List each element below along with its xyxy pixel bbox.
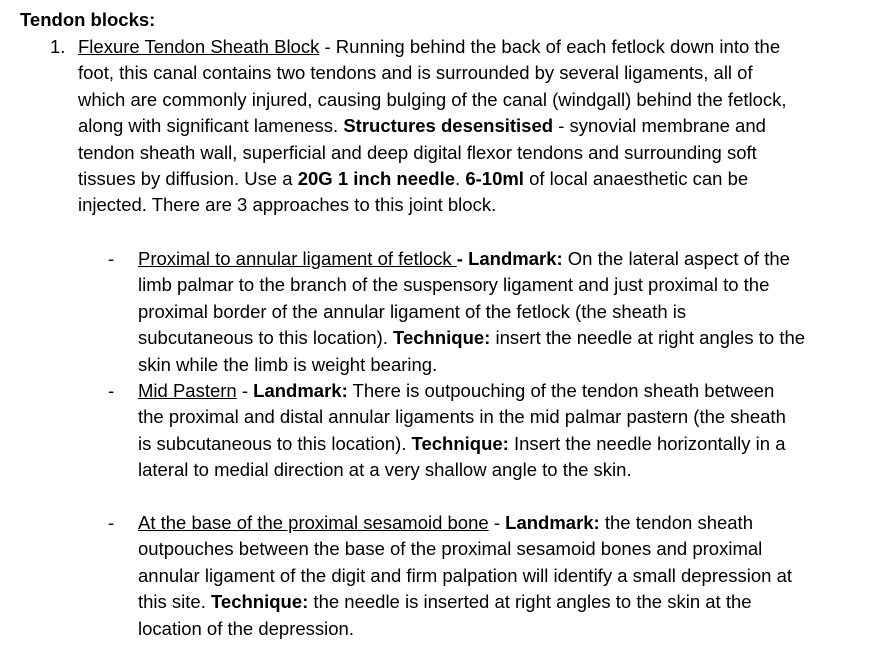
- list-dash: -: [108, 248, 115, 269]
- structures-label: Structures desensitised: [343, 115, 554, 137]
- technique-label: Technique:: [393, 327, 491, 349]
- approach-separator: -: [456, 248, 469, 269]
- list-dash: -: [108, 380, 115, 401]
- item-title: Flexure Tendon Sheath Block: [78, 36, 320, 57]
- item-text: - synovial membrane and tendon sheath wall, superficial and deep digital flexor tendons and surrounding soft tissues by diffusion. Use a: [78, 115, 766, 190]
- item-text: of local anaesthetic can be injected. There are 3 approaches to this joint block.: [78, 168, 749, 216]
- list-number: 1.: [50, 36, 66, 57]
- approach-title: At the base of the proximal sesamoid bone: [138, 512, 489, 533]
- approach-item-mid-pastern: [138, 378, 788, 484]
- landmark-label: Landmark:: [505, 512, 600, 533]
- item-text: Running behind the back of each fetlock down into the foot, this canal contains two tendons and is surrounded by several ligaments, all of which are commonly injured, causing bulging of the canal (windgall) behind the fetlock, along with significant lameness.: [78, 36, 787, 137]
- needle-spec: 20G 1 inch needle: [297, 168, 456, 190]
- landmark-text: There is outpouching of the tendon sheath between the proximal and distal annular ligaments in the mid palmar pastern (the sheath is subcutaneous to this location).: [138, 380, 786, 454]
- approach-title: Mid Pastern: [138, 380, 237, 401]
- technique-text: the needle is inserted at right angles to the skin at the location of the depression.: [138, 591, 752, 639]
- approach-separator: -: [236, 380, 254, 401]
- landmark-label: Landmark:: [253, 380, 348, 401]
- technique-text: Insert the needle horizontally in a lateral to medial direction at a very shallow angle to the skin.: [138, 432, 786, 481]
- item-text: .: [455, 168, 466, 190]
- approach-title: Proximal to annular ligament of fetlock: [138, 248, 457, 269]
- technique-text: insert the needle at right angles to the skin while the limb is weight bearing.: [138, 327, 806, 375]
- list-dash: -: [108, 512, 115, 533]
- section-heading: Tendon blocks:: [20, 9, 156, 30]
- landmark-label: Landmark:: [468, 248, 563, 269]
- technique-label: Technique:: [411, 432, 509, 454]
- approach-separator: -: [488, 512, 506, 533]
- technique-label: Technique:: [211, 591, 309, 613]
- volume-spec: 6-10ml: [465, 168, 524, 190]
- approach-item-proximal-sesamoid-base: [138, 510, 806, 642]
- approach-item-proximal-annular-ligament: [138, 246, 806, 378]
- landmark-text: On the lateral aspect of the limb palmar to the branch of the suspensory ligament and just proximal to the proximal border of the annular ligament of the fetlock (the sheath is subcutaneous to this location).: [138, 248, 790, 349]
- list-item-flexure-tendon-sheath-block: [78, 34, 788, 219]
- item-separator: -: [319, 36, 336, 57]
- landmark-text: the tendon sheath outpouches between the base of the proximal sesamoid bones and proximal annular ligament of the digit and firm palpation will identify a small depression at this site.: [138, 512, 793, 613]
